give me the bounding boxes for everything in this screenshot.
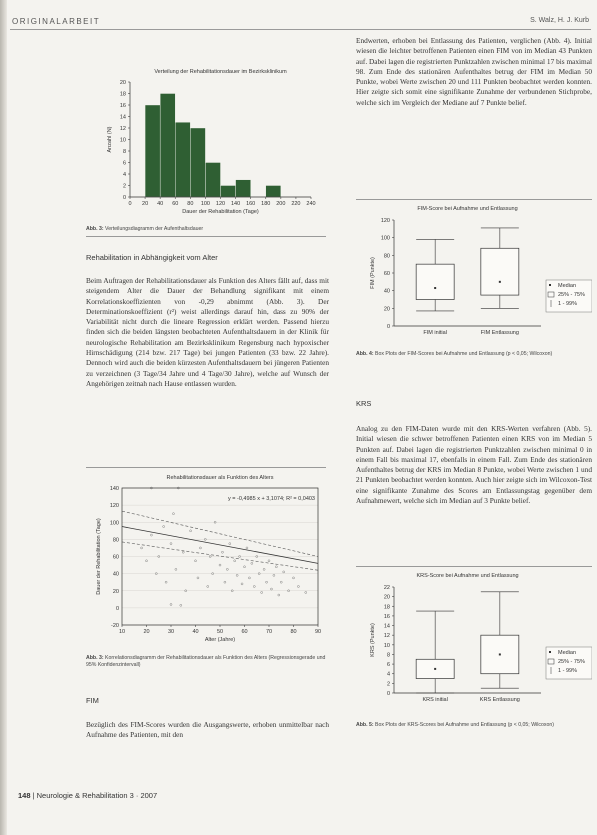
- scatter-y-label: Dauer der Rehabilitation (Tage): [96, 518, 102, 595]
- krs-boxplot-y-tick-label: 0: [386, 691, 390, 697]
- figure-3-caption: [86, 226, 326, 233]
- scatter-point: [182, 551, 184, 553]
- fim-boxplot-legend-label: 1 - 99%: [558, 301, 577, 307]
- header-rule: [10, 29, 591, 30]
- section-heading-alter: Rehabilitation in Abhängigkeit vom Alter: [86, 253, 218, 262]
- fim-boxplot-y-tick-label: 40: [383, 288, 390, 295]
- histogram-bar: [145, 105, 160, 197]
- scatter-point: [266, 581, 268, 583]
- histogram-x-tick-label: 60: [172, 201, 179, 207]
- scatter-point: [175, 568, 177, 570]
- scatter-point: [150, 534, 152, 536]
- fim-boxplot-category-label: FIM initial: [423, 330, 447, 336]
- scatter-caption-text: Korrelationsdiagramm der Rehabilitationsdauer als Funktion des Alters (Regressionsgerade und 95% Konfidenzintervall): [86, 655, 326, 668]
- histogram-y-tick-label: 20: [119, 80, 126, 86]
- histogram-x-tick-label: 180: [261, 201, 271, 207]
- figure-5-caption-label: Abb. 5:: [356, 722, 374, 728]
- krs-boxplot-y-tick-label: 2: [386, 681, 390, 688]
- scatter-point: [221, 551, 223, 553]
- histogram-y-tick-label: 8: [122, 149, 126, 155]
- confidence-upper: [122, 511, 318, 556]
- krs-boxplot-y-tick-label: 10: [383, 642, 390, 649]
- scatter-y-tick-label: 140: [109, 486, 119, 492]
- scatter-point: [172, 513, 174, 515]
- scatter-point: [297, 585, 299, 587]
- krs-boxplot-legend-median-swatch: [549, 651, 551, 653]
- scatter-point: [263, 568, 265, 570]
- figure-5-caption-text: Box Plots der KRS-Scores bei Aufnahme und Entlassung (p < 0,05; Wilcoxon): [375, 722, 554, 728]
- scatter-point: [236, 574, 238, 576]
- histogram-figure: [86, 64, 326, 224]
- fim-boxplot-median-marker: [434, 287, 436, 289]
- krs-boxplot-median-marker: [434, 668, 436, 670]
- krs-boxplot-median-marker: [499, 653, 501, 655]
- page-number: 148: [18, 791, 31, 800]
- histogram-x-tick-label: 240: [306, 201, 316, 207]
- scatter-point: [241, 583, 243, 585]
- scatter-point: [251, 562, 253, 564]
- krs-boxplot-category-label: KRS initial: [422, 697, 448, 703]
- histogram-y-tick-label: 10: [119, 137, 126, 144]
- krs-boxplot-y-tick-label: 8: [386, 652, 390, 659]
- scatter-point: [163, 526, 165, 528]
- section-heading-krs: KRS: [356, 399, 372, 408]
- section-body-alter: Beim Auftragen der Rehabilitationsdauer als Funktion des Alters fällt auf, dass mit steigendem Alter die Dauer der Behandlung signifikant mit einem Korrelationskoeffizienten von -0,29 abnimmt (Abb. 3). Der Determinationskoeffizient (r²) weist allerdings darauf hin, dass zu 90% der Variabilität nicht durch die lineare Regression erklärt werden. Passend hierzu finden sich die beiden längsten beobachteten Aufenthaltsdauern in der Klinik für neurologische Rehabilitation am Bezirksklinikum Regensburg nach hypoxischer Hirnschädigung (214 bzw. 217 Tage) bei jungen Patienten (33 bzw. 22 Jahre). Dennoch wird auch die beiden kürzesten Aufenthaltsdauern bei jüngeren Patienten zu verzeichnen (3 Tage/34 Jahre und 4 Tage/30 Jahre), welche auf Wunsch der Angehörigen zeitnah nach Hause entlassen wurden.: [86, 276, 329, 388]
- regression-line: [122, 527, 318, 564]
- scatter-x-tick-label: 70: [265, 629, 273, 635]
- fim-boxplot-y-tick-label: 20: [383, 306, 390, 313]
- scatter-x-tick-label: 90: [314, 629, 322, 635]
- scatter-point: [261, 591, 263, 593]
- scatter-point: [268, 560, 270, 562]
- krs-boxplot-y-tick-label: 18: [383, 604, 390, 611]
- krs-boxplot-y-tick-label: 6: [386, 662, 390, 669]
- scatter-y-tick-label: 0: [115, 605, 119, 612]
- scatter-y-tick-label: 80: [112, 537, 119, 544]
- histogram-bar: [190, 128, 205, 197]
- scatter-point: [170, 603, 172, 605]
- histogram-y-label: Anzahl (N): [107, 126, 113, 153]
- scatter-title: Rehabilitationsdauer als Funktion des Alters: [166, 475, 274, 481]
- histogram-x-tick-label: 200: [276, 201, 286, 207]
- scatter-point: [170, 543, 172, 545]
- figure-5-top-rule: [356, 566, 592, 567]
- scatter-point: [224, 581, 226, 583]
- scatter-y-tick-label: 120: [109, 503, 119, 510]
- histogram-y-tick-label: 4: [122, 172, 126, 178]
- scatter-point: [270, 588, 272, 590]
- scatter-x-tick-label: 40: [192, 629, 199, 635]
- histogram-x-tick-label: 160: [246, 201, 256, 207]
- running-header-section: ORIGINALARBEIT: [12, 17, 101, 26]
- histogram-title: Verteilung der Rehabilitationsdauer im Bezirksklinikum: [154, 69, 287, 75]
- fim-boxplot-median-marker: [499, 281, 501, 283]
- krs-boxplot-y-tick-label: 16: [383, 613, 390, 620]
- fim-boxplot-y-tick-label: 80: [383, 253, 390, 260]
- scatter-y-tick-label: -20: [111, 623, 119, 629]
- fim-boxplot-box: [416, 264, 454, 299]
- histogram-y-tick-label: 16: [119, 103, 126, 109]
- histogram-x-tick-label: 120: [215, 201, 226, 207]
- scatter-point: [275, 566, 277, 568]
- scatter-point: [146, 560, 148, 562]
- fim-boxplot-y-tick-label: 0: [386, 324, 390, 330]
- scatter-point: [207, 585, 209, 587]
- scatter-point: [141, 547, 143, 549]
- regression-equation: y = -0,4985 x + 3,1074; R² = 0,0403: [228, 496, 315, 502]
- scatter-point: [253, 585, 255, 587]
- fim-boxplot-y-tick-label: 100: [380, 235, 390, 242]
- section-body-fim: Bezüglich des FIM-Scores wurden die Ausgangswerte, erhoben unmittelbar nach Aufnahme des Patienten, mit den: [86, 720, 329, 740]
- krs-boxplot-y-label: KRS (Punkte): [370, 623, 376, 657]
- scatter-point: [278, 594, 280, 596]
- fim-boxplot-category-label: FIM Entlassung: [480, 330, 519, 336]
- fim-boxplot-y-label: FIM (Punkte): [370, 257, 376, 289]
- scatter-x-tick-label: 30: [167, 629, 175, 635]
- fim-boxplot-legend-label: Median: [558, 283, 577, 289]
- figure-3-caption-text: Verteilungsdiagramm der Aufenthaltsdauer: [105, 226, 204, 232]
- scatter-x-tick-label: 10: [118, 629, 126, 635]
- page-binding-shadow: [0, 0, 7, 835]
- figure-4-caption: [356, 351, 592, 358]
- krs-boxplot-legend-label: Median: [558, 650, 577, 656]
- scatter-point: [229, 543, 231, 545]
- fim-boxplot-legend-label: 25% - 75%: [558, 292, 585, 298]
- scatter-point: [180, 604, 182, 606]
- histogram-bar: [236, 180, 251, 197]
- figure-3-caption-label: Abb. 3:: [86, 226, 104, 232]
- scatter-x-tick-label: 20: [143, 629, 150, 635]
- fim-boxplot-title: FIM-Score bei Aufnahme und Entlassung: [417, 206, 518, 212]
- scatter-point: [248, 577, 250, 579]
- scatter-y-tick-label: 100: [109, 520, 119, 527]
- page-footer: [18, 791, 157, 800]
- krs-boxplot-y-tick-label: 20: [383, 594, 390, 601]
- histogram-x-tick-label: 20: [142, 201, 149, 207]
- figure-5-caption: [356, 722, 592, 729]
- section-heading-fim: FIM: [86, 696, 99, 705]
- scatter-y-tick-label: 60: [112, 554, 119, 561]
- section-body-krs: Analog zu den FIM-Daten wurde mit den KRS-Werten verfahren (Abb. 5). Initial wiesen die schwer betroffenen Patienten einen KRS von im Median 5 Punkten auf. Dabei lagen die registrierten Punktzahlen zwischen minimal 0 in einem Fall bis maximal 17, ebenfalls in einem Fall. Zum Ende des stationären Aufenthaltes betrug der KRS im Median 8 Punkte, wobei Werte zwischen 1 und 21 Punkten beobachtet werden konnten. Auch hier zeigte sich im Wilcoxon-Test eine signifikante Zunahme des Scores am Entlassungstag gegenüber dem Aufnahmewert, welche sich im Median auf 3 Punkte belief.: [356, 424, 592, 506]
- histogram-y-tick-label: 12: [119, 126, 126, 132]
- histogram-y-tick-label: 18: [119, 91, 126, 98]
- histogram-bar: [160, 94, 175, 198]
- scatter-point: [273, 574, 275, 576]
- histogram-y-tick-label: 0: [122, 195, 126, 201]
- histogram-bar: [175, 122, 190, 197]
- scatter-x-tick-label: 50: [216, 629, 224, 635]
- histogram-x-tick-label: 100: [200, 201, 211, 207]
- scatter-caption-label: Abb. 3:: [86, 655, 104, 661]
- scatter-point: [293, 577, 295, 579]
- scatter-point: [165, 581, 167, 583]
- scatter-y-tick-label: 20: [112, 588, 119, 595]
- fim-boxplot-box: [481, 248, 519, 295]
- running-header-authors: S. Walz, H. J. Kurb: [530, 17, 589, 24]
- scatter-point: [280, 581, 282, 583]
- figure-3-rule: [86, 236, 326, 237]
- fim-boxplot-y-tick-label: 60: [383, 271, 390, 277]
- scatter-point: [195, 560, 197, 562]
- histogram-bar: [221, 186, 236, 198]
- scatter-point: [234, 560, 236, 562]
- scatter-y-tick-label: 40: [112, 571, 119, 578]
- histogram-y-tick-label: 2: [122, 183, 126, 190]
- krs-boxplot-y-tick-label: 14: [383, 623, 390, 630]
- histogram-x-tick-label: 80: [187, 201, 194, 207]
- histogram-x-label: Dauer der Rehabilitation (Tage): [182, 209, 259, 215]
- right-column-intro: Endwerten, erhoben bei Entlassung des Patienten, verglichen (Abb. 4). Initial wiesen die leichter betroffenen Patienten einen FIM von im Median 43 Punkten auf. Dabei lagen die registrierten Punktzahlen zwischen minimal 17 bis maximal 98. Zum Ende des stationären Aufenthaltes betrug der FIM im Median 50 Punkte, wobei Werte zwischen 20 und 111 Punkten beobachtet werden konnten. Hier zeigte sich somit eine signifikante Zunahme der verbundenen Stichprobe, welche sich im Vergleich der Mediane auf 7 Punkte belief.: [356, 36, 592, 107]
- scatter-figure: [86, 470, 326, 650]
- krs-boxplot-y-tick-label: 4: [386, 671, 390, 678]
- krs-boxplot-figure: [356, 569, 592, 719]
- scatter-point: [305, 591, 307, 593]
- krs-boxplot-title: KRS-Score bei Aufnahme und Entlassung: [416, 573, 519, 579]
- scatter-caption: [86, 655, 326, 668]
- scatter-point: [246, 547, 248, 549]
- scatter-point: [226, 568, 228, 570]
- scatter-top-rule: [86, 467, 326, 468]
- fim-boxplot-legend-median-swatch: [549, 284, 551, 286]
- scatter-point: [283, 571, 285, 573]
- scatter-point: [197, 577, 199, 579]
- histogram-x-tick-label: 220: [291, 201, 301, 207]
- scatter-x-label: Alter (Jahre): [204, 637, 236, 643]
- scatter-point: [190, 530, 192, 532]
- histogram-bar: [266, 186, 281, 198]
- fim-boxplot-figure: [356, 202, 592, 347]
- histogram-bar: [205, 163, 220, 198]
- fim-boxplot-y-tick-label: 120: [380, 218, 390, 224]
- krs-boxplot-y-tick-label: 12: [383, 633, 390, 640]
- krs-boxplot-legend-label: 25% - 75%: [558, 659, 585, 665]
- histogram-x-tick-label: 140: [230, 201, 241, 207]
- krs-boxplot-y-tick-label: 22: [383, 585, 390, 591]
- krs-boxplot-category-label: KRS Entlassung: [479, 697, 520, 703]
- figure-4-caption-text: Box Plots der FIM-Scores bei Aufnahme und Entlassung (p < 0,05; Wilcoxon): [375, 351, 553, 357]
- histogram-x-tick-label: 0: [128, 201, 132, 207]
- scatter-x-tick-label: 80: [290, 629, 297, 635]
- krs-boxplot-legend-label: 1 - 99%: [558, 668, 577, 674]
- scatter-point: [244, 566, 246, 568]
- scatter-point: [219, 564, 221, 566]
- histogram-x-tick-label: 40: [157, 201, 164, 207]
- scatter-x-tick-label: 60: [241, 629, 248, 635]
- scatter-point: [199, 547, 201, 549]
- histogram-y-tick-label: 6: [122, 160, 126, 167]
- histogram-y-tick-label: 14: [119, 114, 126, 121]
- figure-4-caption-label: Abb. 4:: [356, 351, 374, 357]
- journal-name: | Neurologie & Rehabilitation 3 · 2007: [32, 791, 158, 800]
- figure-4-top-rule: [356, 199, 592, 200]
